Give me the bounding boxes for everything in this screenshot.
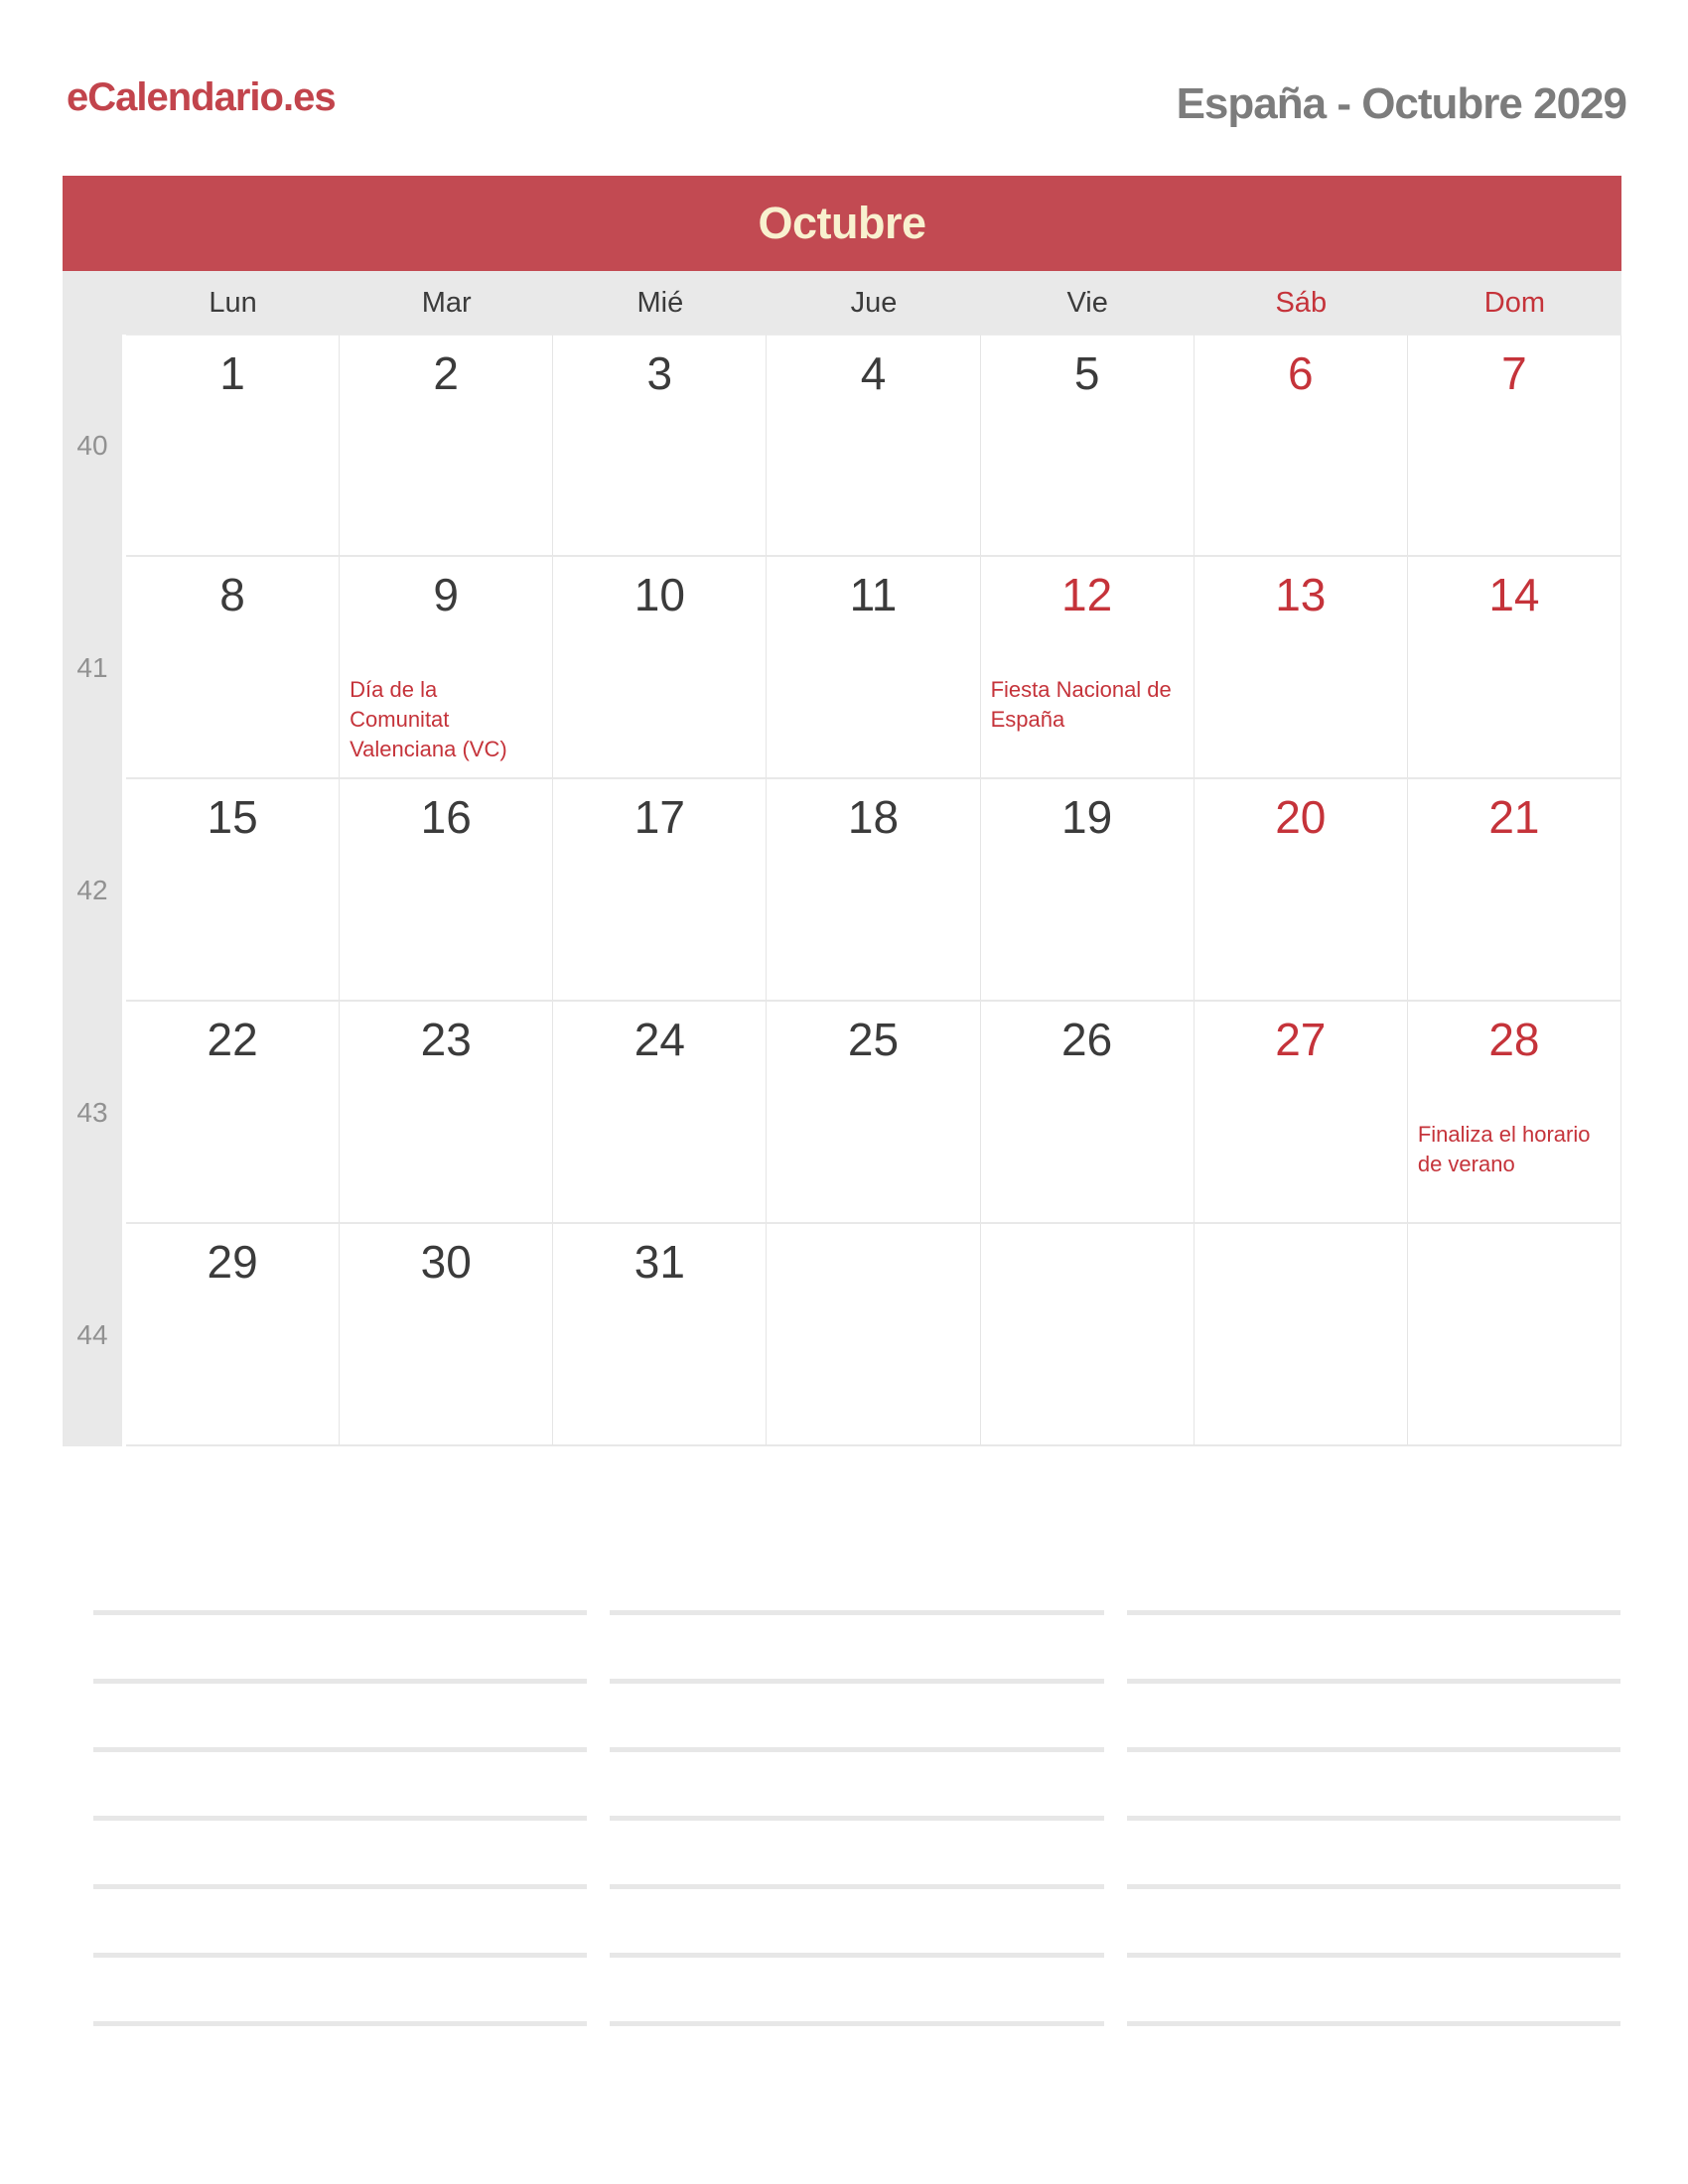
note-line: [1127, 1547, 1620, 1615]
note-line: [93, 1547, 587, 1615]
note-line: [610, 1547, 1103, 1615]
day-number: 19: [1061, 791, 1113, 843]
note-line: [93, 1684, 587, 1752]
holiday-label: Fiesta Nacional de España: [990, 677, 1172, 732]
day-cell: [553, 335, 767, 557]
week-number: 40: [63, 335, 126, 557]
day-cell: [1195, 557, 1408, 779]
calendar: [63, 176, 1621, 1446]
day-cell: [340, 779, 553, 1002]
notes-column: [93, 1547, 587, 2026]
calendar-grid: [63, 335, 1621, 1446]
note-line: [1127, 1821, 1620, 1889]
day-cell: [553, 1224, 767, 1446]
week-number: 43: [63, 1002, 126, 1224]
month-title: Octubre: [758, 198, 926, 248]
day-number: 31: [633, 1236, 685, 1288]
weekday-lun: Lun: [209, 286, 257, 319]
day-number: [981, 1224, 1194, 1236]
day-number: 8: [219, 569, 245, 620]
note-line: [93, 1889, 587, 1958]
day-number: 12: [1061, 569, 1113, 620]
day-cell: [767, 1224, 980, 1446]
note-line: [93, 1752, 587, 1821]
day-cell: [981, 557, 1195, 779]
day-cell: [553, 1002, 767, 1224]
day-cell: [767, 557, 980, 779]
day-number: 28: [1488, 1014, 1540, 1065]
day-number: 18: [847, 791, 900, 843]
holiday-label: Finaliza el horario de verano: [1417, 1122, 1591, 1176]
day-number: 5: [1073, 347, 1100, 399]
day-number: 22: [207, 1014, 258, 1065]
day-number: 9: [433, 569, 459, 620]
day-cell: [340, 1224, 553, 1446]
day-cell: [340, 557, 553, 779]
notes-column: [1127, 1547, 1620, 2026]
weekday-dom: Dom: [1483, 286, 1546, 319]
day-cell: [981, 1002, 1195, 1224]
week-col-header: [63, 271, 126, 335]
day-cell: [767, 779, 980, 1002]
day-number: 6: [1287, 347, 1314, 399]
day-cell: [1195, 1224, 1408, 1446]
week-number: 41: [63, 557, 126, 779]
day-cell: [981, 779, 1195, 1002]
day-number: 14: [1488, 569, 1540, 620]
day-cell: [981, 1224, 1195, 1446]
day-number: [767, 1224, 979, 1236]
day-number: [1408, 1224, 1620, 1236]
day-cell: [1408, 1002, 1621, 1224]
weekday-mar: Mar: [421, 286, 472, 319]
weekday-header-row: [63, 271, 1621, 335]
day-cell: [1195, 335, 1408, 557]
note-line: [610, 1958, 1103, 2026]
day-number: 7: [1501, 347, 1527, 399]
day-cell: [1195, 779, 1408, 1002]
day-cell: [126, 779, 340, 1002]
day-cell: [767, 335, 980, 557]
note-line: [610, 1889, 1103, 1958]
day-cell: [340, 1002, 553, 1224]
day-cell: [1408, 779, 1621, 1002]
day-number: 13: [1275, 569, 1327, 620]
day-number: 24: [633, 1014, 685, 1065]
day-cell: [126, 1224, 340, 1446]
day-number: 17: [633, 791, 685, 843]
note-line: [1127, 1615, 1620, 1684]
day-cell: [981, 335, 1195, 557]
day-number: 30: [420, 1236, 472, 1288]
weekday-jue: Jue: [850, 286, 898, 319]
day-cell: [553, 557, 767, 779]
week-number: 44: [63, 1224, 126, 1446]
day-cell: [126, 557, 340, 779]
day-number: 15: [207, 791, 258, 843]
holiday-label: Día de la Comunitat Valenciana (VC): [350, 677, 507, 761]
day-number: 10: [633, 569, 685, 620]
weekday-vie: Vie: [1066, 286, 1108, 319]
note-line: [93, 1958, 587, 2026]
day-number: 21: [1488, 791, 1540, 843]
notes-area: [93, 1547, 1620, 2026]
day-cell: [126, 335, 340, 557]
day-number: [1195, 1224, 1407, 1236]
note-line: [1127, 1958, 1620, 2026]
site-logo[interactable]: eCalendario.es: [67, 75, 336, 119]
day-cell: [767, 1002, 980, 1224]
day-number: 4: [860, 347, 887, 399]
day-number: 11: [849, 569, 898, 620]
note-line: [610, 1615, 1103, 1684]
note-line: [1127, 1752, 1620, 1821]
day-cell: [1408, 557, 1621, 779]
note-line: [610, 1684, 1103, 1752]
day-number: 23: [420, 1014, 472, 1065]
day-number: 20: [1275, 791, 1327, 843]
weekday-sab: Sáb: [1275, 286, 1328, 319]
note-line: [610, 1821, 1103, 1889]
day-number: 3: [646, 347, 673, 399]
weekday-mie: Mié: [636, 286, 684, 319]
day-number: 29: [207, 1236, 258, 1288]
note-line: [1127, 1889, 1620, 1958]
day-cell: [1408, 1224, 1621, 1446]
note-line: [1127, 1684, 1620, 1752]
day-number: 16: [420, 791, 472, 843]
day-cell: [1195, 1002, 1408, 1224]
day-number: 2: [433, 347, 459, 399]
week-number: 42: [63, 779, 126, 1002]
note-line: [93, 1615, 587, 1684]
note-line: [610, 1752, 1103, 1821]
day-number: 1: [219, 347, 245, 399]
note-line: [93, 1821, 587, 1889]
day-cell: [1408, 335, 1621, 557]
day-cell: [340, 335, 553, 557]
day-cell: [126, 1002, 340, 1224]
page-title: España - Octubre 2029: [1176, 79, 1626, 128]
notes-column: [610, 1547, 1103, 2026]
month-banner: [63, 176, 1621, 271]
day-cell: [553, 779, 767, 1002]
day-number: 27: [1275, 1014, 1327, 1065]
day-number: 26: [1061, 1014, 1113, 1065]
day-number: 25: [847, 1014, 900, 1065]
